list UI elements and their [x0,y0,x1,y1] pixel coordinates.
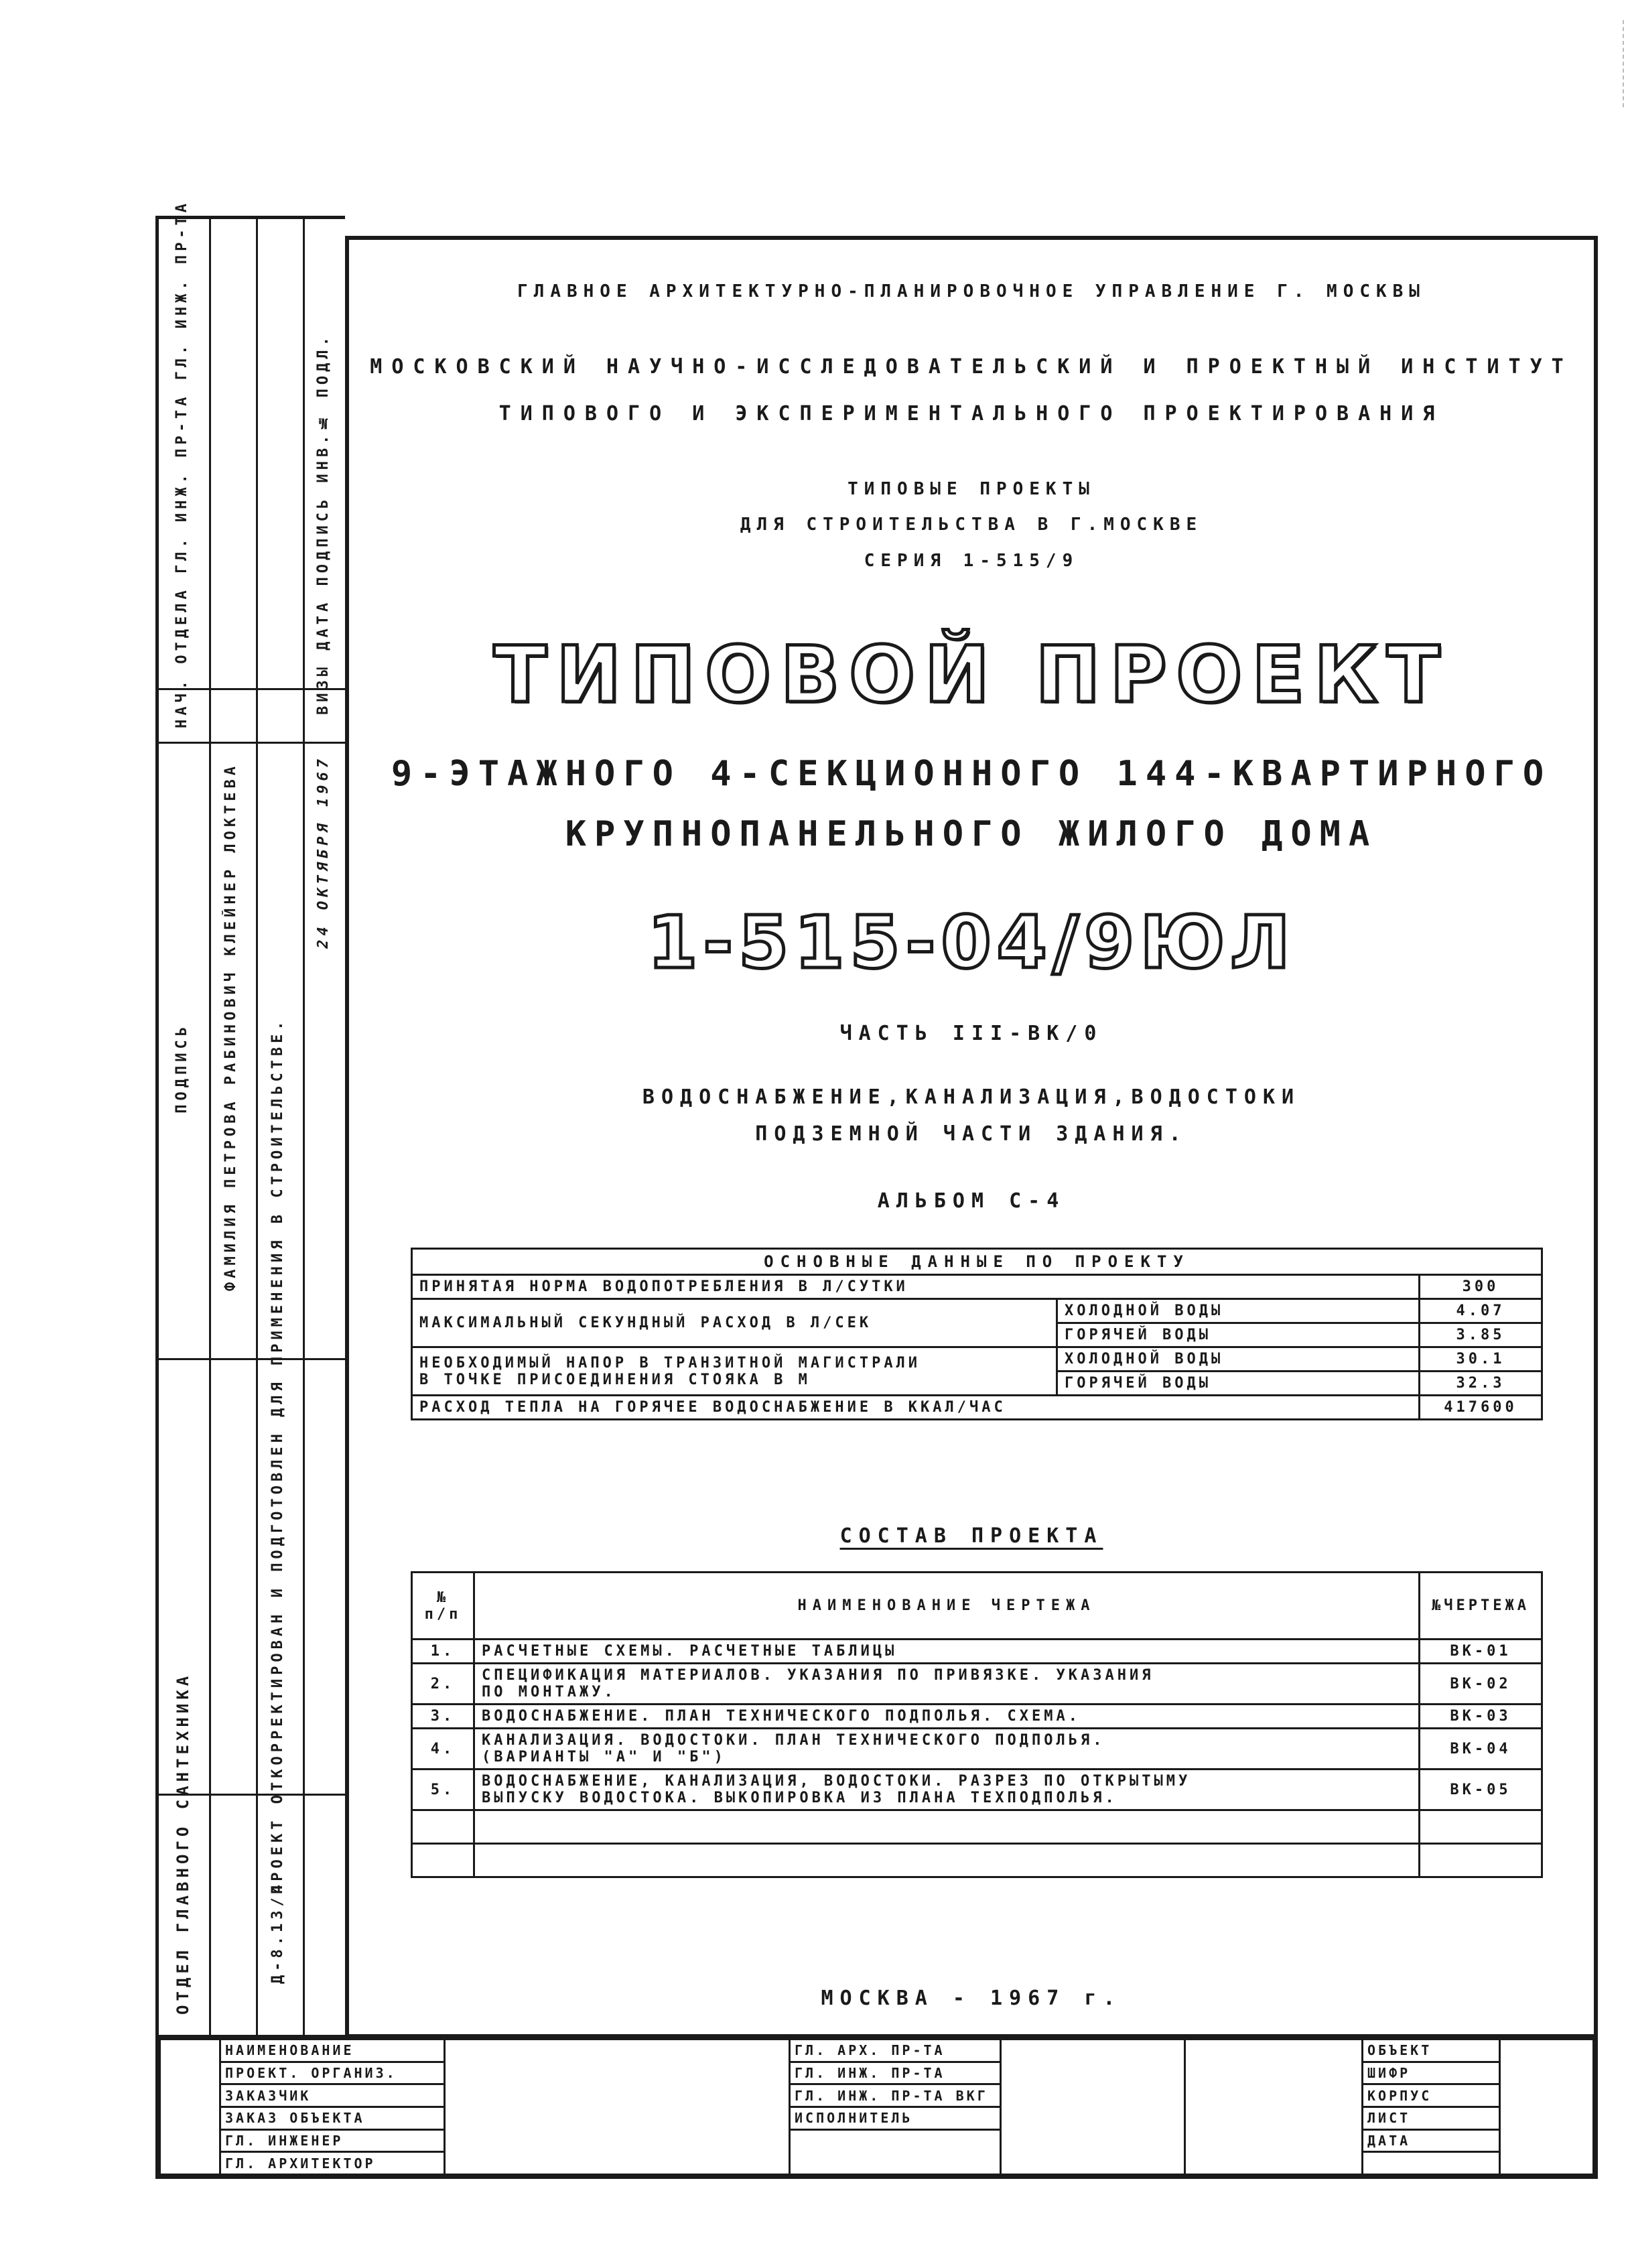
stamp-l3: ЗАКАЗЧИК [220,2084,445,2107]
basic-data-row3-label [412,1347,1057,1396]
series-line-3: СЕРИЯ 1-515/9 [864,551,1079,571]
row-sheet: ВК-05 [1420,1770,1542,1810]
strip-col1-mid-text: ПОДПИСЬ [174,1023,190,1114]
row-name [474,1770,1420,1810]
stamp-o5: ДАТА [1363,2129,1500,2152]
scan-edge-mark [1623,20,1626,107]
stamp-blank-4 [1500,2040,1594,2175]
row-name [474,1705,1420,1729]
stamp-r3: ГЛ. ИНЖ. ПР-ТА ВКГ [790,2084,1001,2107]
row-sheet: ВК-03 [1420,1705,1542,1729]
stamp-o-blank [1363,2152,1500,2175]
row-num: 2. [412,1664,474,1705]
strip-col4-text: ВИЗЫ ДАТА ПОДПИСЬ ИНВ.№ ПОДЛ. [315,333,332,715]
composition-col-name: НАИМЕНОВАНИЕ ЧЕРТЕЖА [474,1573,1420,1640]
table-row [412,1770,1542,1810]
title-line-2: КРУПНОПАНЕЛЬНОГО ЖИЛОГО ДОМА [565,814,1378,854]
strip-col1-bottom-text: ОТДЕЛ ГЛАВНОГО САНТЕХНИКА [174,1672,192,2015]
empty-cell [1420,1844,1542,1877]
row-num: 1. [412,1640,474,1664]
basic-data-row2-sub1: ХОЛОДНОЙ ВОДЫ [1057,1299,1420,1323]
stamp-blank-1 [445,2040,790,2175]
empty-cell [412,1810,474,1844]
stamp-r-blank [790,2129,1001,2174]
row-name-1: ВОДОСНАБЖЕНИЕ, КАНАЛИЗАЦИЯ, ВОДОСТОКИ. РАЗРЕЗ ПО ОТКРЫТЫМУ [482,1773,1191,1790]
stamp-r1: ГЛ. АРХ. ПР-ТА [790,2040,1001,2062]
row-name-1: ВОДОСНАБЖЕНИЕ. ПЛАН ТЕХНИЧЕСКОГО ПОДПОЛЬЯ. СХЕМА. [482,1708,1081,1725]
stamp-table [159,2038,1594,2176]
basic-data-row3-label-2: В ТОЧКЕ ПРИСОЕДИНЕНИЯ СТОЯКА В М [419,1371,811,1388]
empty-cell [474,1810,1420,1844]
strip-divider [159,688,345,690]
strip-col1-top-text: НАЧ. ОТДЕЛА ГЛ. ИНЖ. ПР-ТА ГЛ. ИНЖ. ПР-ТА [174,199,190,728]
stamp-l4: ЗАКАЗ ОБЪЕКТА [220,2107,445,2129]
row-name [474,1729,1420,1770]
title-stamp [155,2038,1598,2179]
basic-data-row2-sub2: ГОРЯЧЕЙ ВОДЫ [1057,1323,1420,1347]
basic-data-row3-val1: 30.1 [1420,1347,1542,1372]
row-name-1: КАНАЛИЗАЦИЯ. ВОДОСТОКИ. ПЛАН ТЕХНИЧЕСКОГО ПОДПОЛЬЯ. [482,1732,1105,1749]
composition-table [411,1571,1543,1878]
row-num: 3. [412,1705,474,1729]
row-name-2: (ВАРИАНТЫ "А" И "Б") [482,1749,726,1765]
basic-data-row4-value: 417600 [1420,1396,1542,1420]
empty-cell [412,1844,474,1877]
stamp-l1: НАИМЕНОВАНИЕ [220,2040,445,2062]
row-sheet: ВК-04 [1420,1729,1542,1770]
stamp-corner [160,2040,220,2175]
strip-divider [159,1794,345,1796]
strip-divider [159,1358,345,1360]
composition-col-num: № п/п [412,1573,474,1640]
row-name [474,1664,1420,1705]
basic-data-row2-val2: 3.85 [1420,1323,1542,1347]
table-row [412,1844,1542,1877]
series-line-2: ДЛЯ СТРОИТЕЛЬСТВА В Г.МОСКВЕ [740,515,1203,535]
stamp-o3: КОРПУС [1363,2084,1500,2107]
basic-data-row3-val2: 32.3 [1420,1372,1542,1396]
strip-col2-text: ФАМИЛИЯ ПЕТРОВА РАБИНОВИЧ КЛЕЙНЕР ЛОКТЕВА [222,762,239,1291]
city-year: МОСКВА - 1967 г. [821,1987,1122,2010]
subject-line-2: ПОДЗЕМНОЙ ЧАСТИ ЗДАНИЯ. [755,1122,1188,1146]
basic-data-row1-value: 300 [1420,1275,1542,1299]
stamp-o4: ЛИСТ [1363,2107,1500,2129]
approval-strip [155,199,345,2038]
strip-col4-date: 24 ОКТЯБРЯ 1967 [315,755,332,949]
strip-divider [159,742,345,744]
project-part: ЧАСТЬ III-ВК/0 [839,1022,1103,1045]
basic-data-row2-val1: 4.07 [1420,1299,1542,1323]
empty-cell [1420,1810,1542,1844]
stamp-r2: ГЛ. ИНЖ. ПР-ТА [790,2062,1001,2084]
basic-data-heading: ОСНОВНЫЕ ДАННЫЕ ПО ПРОЕКТУ [412,1249,1542,1275]
table-row [412,1705,1542,1729]
basic-data-row1-label: ПРИНЯТАЯ НОРМА ВОДОПОТРЕБЛЕНИЯ В Л/СУТКИ [412,1275,1420,1299]
strip-column-3 [256,219,305,2035]
stamp-o2: ШИФР [1363,2062,1500,2084]
table-row [412,1810,1542,1844]
row-name-2: ВЫПУСКУ ВОДОСТОКА. ВЫКОПИРОВКА ИЗ ПЛАНА ТЕХПОДПОЛЬЯ. [482,1790,1117,1806]
stamp-blank-3 [1185,2040,1363,2175]
row-name [474,1640,1420,1664]
table-row [412,1664,1542,1705]
stamp-o1: ОБЪЕКТ [1363,2040,1500,2062]
directorate-line: ГЛАВНОЕ АРХИТЕКТУРНО-ПЛАНИРОВОЧНОЕ УПРАВЛЕНИЕ Г. МОСКВЫ [517,281,1426,302]
basic-data-row4-label: РАСХОД ТЕПЛА НА ГОРЯЧЕЕ ВОДОСНАБЖЕНИЕ В ККАЛ/ЧАС [412,1396,1420,1420]
basic-data-row3-sub1: ХОЛОДНОЙ ВОДЫ [1057,1347,1420,1372]
empty-cell [474,1844,1420,1877]
stamp-l6: ГЛ. АРХИТЕКТОР [220,2152,445,2175]
main-title: ТИПОВОЙ ПРОЕКТ [493,630,1450,720]
basic-data-row3-label-1: НЕОБХОДИМЫЙ НАПОР В ТРАНЗИТНОЙ МАГИСТРАЛИ [419,1354,921,1372]
row-sheet: ВК-01 [1420,1640,1542,1664]
row-num: 5. [412,1770,474,1810]
album-label: АЛЬБОМ С-4 [877,1189,1066,1213]
composition-col-sheet: №ЧЕРТЕЖА [1420,1573,1542,1640]
strip-col3-text: ПРОЕКТ ОТКОРРЕКТИРОВАН И ПОДГОТОВЛЕН ДЛЯ ПРИМЕНЕНИЯ В СТРОИТЕЛЬСТВЕ. [269,1017,286,1894]
strip-column-4 [303,219,345,2035]
series-line-1: ТИПОВЫЕ ПРОЕКТЫ [847,479,1095,499]
title-line-1: 9-ЭТАЖНОГО 4-СЕКЦИОННОГО 144-КВАРТИРНОГО [391,754,1552,794]
table-row [412,1640,1542,1664]
stamp-l2: ПРОЕКТ. ОРГАНИЗ. [220,2062,445,2084]
basic-data-row3-sub2: ГОРЯЧЕЙ ВОДЫ [1057,1372,1420,1396]
strip-col3-ref: Д-8.13/4 [269,1881,286,1984]
basic-data-row2-label: МАКСИМАЛЬНЫЙ СЕКУНДНЫЙ РАСХОД В Л/СЕК [412,1299,1057,1347]
composition-heading: СОСТАВ ПРОЕКТА [839,1524,1103,1548]
stamp-r4: ИСПОЛНИТЕЛЬ [790,2107,1001,2129]
basic-data-table [411,1248,1543,1420]
table-row [412,1729,1542,1770]
strip-column-2 [209,219,258,2035]
stamp-l5: ГЛ. ИНЖЕНЕР [220,2129,445,2152]
institute-line-2: ТИПОВОГО И ЭКСПЕРИМЕНТАЛЬНОГО ПРОЕКТИРОВАНИЯ [498,402,1444,425]
row-name-2: ПО МОНТАЖУ. [482,1684,616,1700]
row-name-1: СПЕЦИФИКАЦИЯ МАТЕРИАЛОВ. УКАЗАНИЯ ПО ПРИВЯЗКЕ. УКАЗАНИЯ [482,1667,1154,1684]
strip-column-1 [159,199,211,2035]
subject-line-1: ВОДОСНАБЖЕНИЕ,КАНАЛИЗАЦИЯ,ВОДОСТОКИ [642,1085,1301,1109]
row-name-1: РАСЧЕТНЫЕ СХЕМЫ. РАСЧЕТНЫЕ ТАБЛИЦЫ [482,1643,898,1660]
project-code: 1-515-04/9ЮЛ [647,901,1296,985]
institute-line-1: МОСКОВСКИЙ НАУЧНО-ИССЛЕДОВАТЕЛЬСКИЙ И ПРОЕКТНЫЙ ИНСТИТУТ [370,355,1573,379]
stamp-blank-2 [1001,2040,1185,2175]
row-num: 4. [412,1729,474,1770]
row-sheet: ВК-02 [1420,1664,1542,1705]
